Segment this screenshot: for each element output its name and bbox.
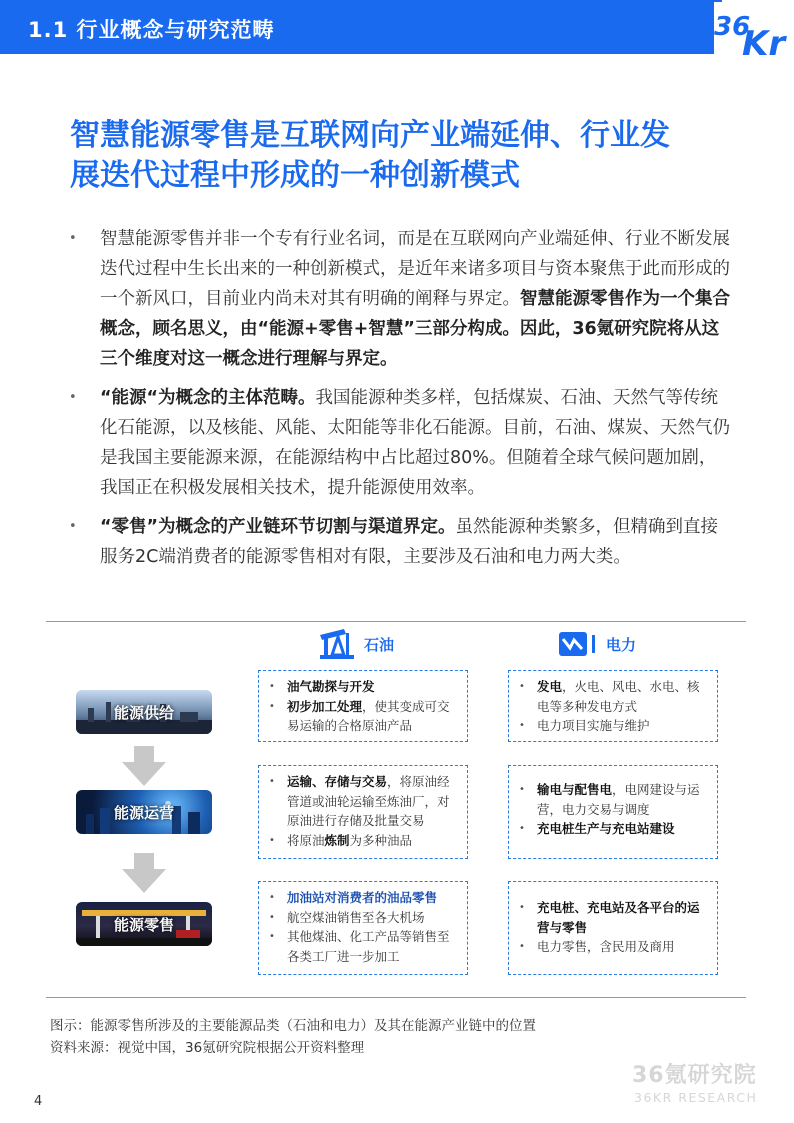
bullet-text: 虽然能源种类繁多，但精确到直接服务2C端消费者的能源零售相对有限，主要涉及石油和电力两大类。 — [100, 517, 719, 567]
caption-source: 资料来源：视觉中国，36氪研究院根据公开资料整理 — [50, 1040, 365, 1056]
item-bold: 炼制 — [324, 832, 350, 848]
stage-retail — [76, 902, 212, 946]
category-power — [558, 626, 636, 662]
heading-line-1: 智慧能源零售是互联网向产业端延伸、行业发 — [70, 118, 670, 153]
power-grid-icon — [558, 631, 598, 657]
bullet-bold-text: “能源“为概念的主体范畴。 — [100, 388, 316, 408]
item-bold: 发电 — [537, 679, 563, 694]
bullet-dot-icon: • — [519, 784, 525, 795]
item-bold: 加油站对消费者的油品零售 — [287, 890, 438, 905]
item-text: 其他煤油、化工产品等销售至各类工厂进一步加工 — [287, 929, 450, 964]
item-text: 电力项目实施与维护 — [537, 718, 650, 733]
list-item — [269, 697, 459, 736]
bullet-dot-icon: • — [269, 834, 275, 846]
watermark-en: 36KR RESEARCH — [634, 1090, 758, 1105]
bullet-dot-icon: • — [69, 231, 77, 246]
arrow-down-icon — [122, 746, 166, 786]
bullet-dot-icon: • — [69, 519, 77, 534]
bullet-dot-icon: • — [269, 776, 275, 787]
bullet-dot-icon: • — [519, 941, 525, 952]
item-text: 为多种油品 — [349, 832, 413, 848]
power-supply-box — [508, 670, 718, 742]
list-item — [519, 819, 709, 839]
item-bold: 输电与配售电 — [537, 782, 613, 797]
list-item — [269, 927, 459, 966]
item-text: ，电网建设与运营，电力交易与调度 — [537, 782, 700, 817]
page-number: 4 — [34, 1094, 43, 1109]
item-bold: 充电桩、充电站及各平台的运营与零售 — [537, 900, 700, 935]
bullet-dot-icon: • — [519, 823, 525, 834]
bullet-bold-text: “零售”为概念的产业链环节切割与渠道界定。 — [100, 517, 456, 537]
bullet-item — [70, 512, 730, 572]
item-text: 将原油 — [287, 832, 325, 848]
category-oil — [318, 626, 394, 662]
stage-supply-label: 能源供给 — [113, 703, 174, 722]
category-power-label: 电力 — [606, 635, 637, 654]
svg-text:Kr: Kr — [742, 24, 786, 56]
oil-pump-icon — [318, 627, 356, 661]
list-item — [269, 831, 459, 851]
item-bold: 油气勘探与开发 — [287, 679, 375, 694]
36kr-logo — [714, 2, 794, 56]
item-text: ，火电、风电、水电、核电等多种发电方式 — [537, 679, 700, 714]
item-bold: 运输、存储与交易 — [287, 774, 388, 789]
power-retail-box — [508, 881, 718, 975]
bullet-dot-icon: • — [269, 911, 275, 923]
list-item — [519, 716, 709, 736]
bullet-dot-icon: • — [269, 700, 275, 712]
stage-operation-label: 能源运营 — [113, 803, 174, 822]
item-text: 航空煤油销售至各大机场 — [287, 909, 425, 925]
section-title: 1.1 行业概念与研究范畴 — [28, 18, 275, 42]
bullet-dot-icon: • — [519, 681, 525, 692]
page-header — [0, 0, 794, 58]
caption-line-1: 图示：能源零售所涉及的主要能源品类（石油和电力）及其在能源产业链中的位置 — [50, 1018, 536, 1034]
list-item — [269, 908, 459, 928]
list-item — [519, 898, 709, 937]
bullet-list — [70, 224, 730, 581]
item-bold: 初步加工处理 — [287, 698, 363, 714]
list-item — [269, 677, 459, 697]
bullet-bold-text: 智慧能源零售作为一个集合概念，顾名思义，由“能源+零售+智慧”三部分构成。因此，36氪研究院将从这三个维度对这一概念进行理解与界定。 — [100, 289, 730, 369]
list-item — [519, 780, 709, 819]
list-item — [269, 888, 459, 908]
item-text: ，将原油经管道或油轮运输至炼油厂，对原油进行存储及批量交易 — [287, 774, 450, 828]
bullet-item — [70, 383, 730, 503]
bullet-dot-icon: • — [269, 931, 275, 942]
arrow-down-icon — [122, 853, 166, 893]
svg-text:36: 36 — [714, 12, 751, 42]
bullet-text: 我国能源种类多样，包括煤炭、石油、天然气等传统化石能源，以及核能、风能、太阳能等非化石能源。目前，石油、煤炭、天然气仍是我国主要能源来源，在能源结构中占比超过80%。但随着全球气候问题加剧，我国正在积极发展相关技术，提升能源使用效率。 — [100, 388, 730, 498]
bullet-dot-icon: • — [519, 720, 525, 731]
category-oil-label: 石油 — [364, 635, 395, 654]
heading-line-2: 展迭代过程中形成的一种创新模式 — [70, 158, 520, 193]
bullet-text: 智慧能源零售并非一个专有行业名词，而是在互联网向产业端延伸、行业不断发展迭代过程中生长出来的一种创新模式，是近年来诸多项目与资本聚焦于此而形成的一个新风口，目前业内尚未对其有明确的阐释与界定。 — [100, 229, 730, 309]
oil-retail-box — [258, 881, 468, 975]
item-text: 电力零售，含民用及商用 — [537, 939, 675, 954]
divider-top — [46, 621, 746, 622]
stage-supply — [76, 690, 212, 734]
bullet-dot-icon: • — [519, 902, 525, 913]
bullet-dot-icon: • — [269, 892, 275, 903]
stage-retail-label: 能源零售 — [113, 915, 174, 934]
bullet-dot-icon: • — [69, 390, 77, 405]
item-bold: 充电桩生产与充电站建设 — [537, 821, 675, 836]
page-heading — [70, 116, 750, 196]
list-item — [269, 772, 459, 831]
power-operation-box — [508, 765, 718, 859]
divider-bottom — [46, 997, 746, 998]
bullet-item — [70, 224, 730, 374]
figure-caption — [50, 1015, 536, 1059]
list-item — [519, 677, 709, 716]
list-item — [519, 937, 709, 957]
item-text: ，使其变成可交易运输的合格原油产品 — [287, 698, 450, 733]
oil-operation-box — [258, 765, 468, 859]
watermark-cn: 36氪研究院 — [632, 1063, 757, 1088]
bullet-dot-icon: • — [269, 681, 275, 692]
oil-supply-box — [258, 670, 468, 742]
stage-operation — [76, 790, 212, 834]
